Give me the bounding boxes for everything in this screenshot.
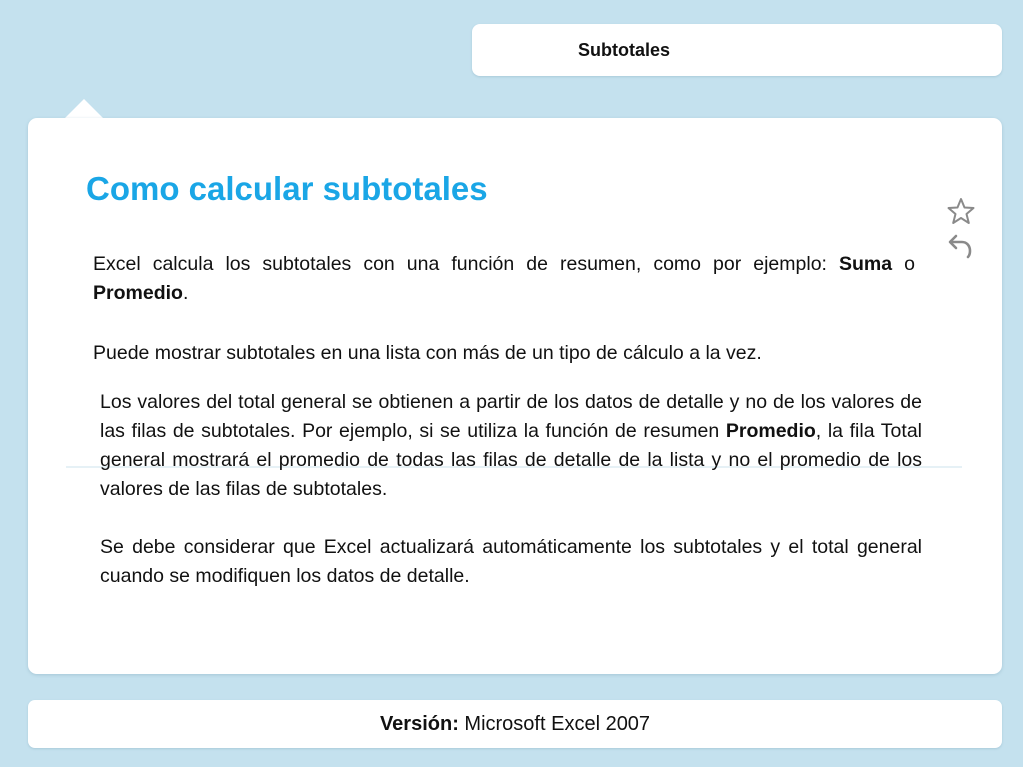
para3-end: , la fila Total general mostrará el promedio de todas las filas de detalle de la lista y no el promedio de los valores de las filas de subtotales. (100, 420, 922, 500)
version-value: Microsoft Excel 2007 (464, 713, 651, 735)
version-text (28, 713, 1002, 736)
card-notch (64, 99, 104, 119)
undo-icon[interactable] (946, 230, 976, 260)
para1-bold-suma: Suma (839, 253, 893, 275)
footer-bar (28, 700, 1002, 748)
star-icon[interactable] (946, 196, 976, 226)
section-header (472, 24, 1002, 76)
page-title: Como calcular subtotales (86, 170, 488, 207)
para1-text: Excel calcula los subtotales con una función de resumen, como por ejemplo: (93, 253, 827, 275)
section-label: Subtotales (577, 40, 670, 60)
side-icons (946, 196, 978, 264)
para3-bold-promedio: Promedio (725, 420, 816, 442)
para1-bold-promedio: Promedio (93, 282, 183, 304)
paragraph-4: Se debe considerar que Excel actualizará automáticamente los subtotales y el total general cuando se modifiquen los datos de detalle. (100, 536, 922, 587)
version-label: Versión: (379, 713, 459, 735)
para1-conj: o (904, 253, 916, 275)
para3-start: Los valores del total general se obtienen a partir de los datos de detalle y no de los valores de las filas de subtotales. Por ejemplo, si se utiliza la función de resumen (100, 391, 922, 442)
paragraph-1 (93, 250, 915, 308)
paragraph-3 (100, 388, 922, 504)
paragraph-2: Puede mostrar subtotales en una lista con más de un tipo de cálculo a la vez. (93, 342, 762, 364)
para1-end: . (182, 282, 189, 304)
